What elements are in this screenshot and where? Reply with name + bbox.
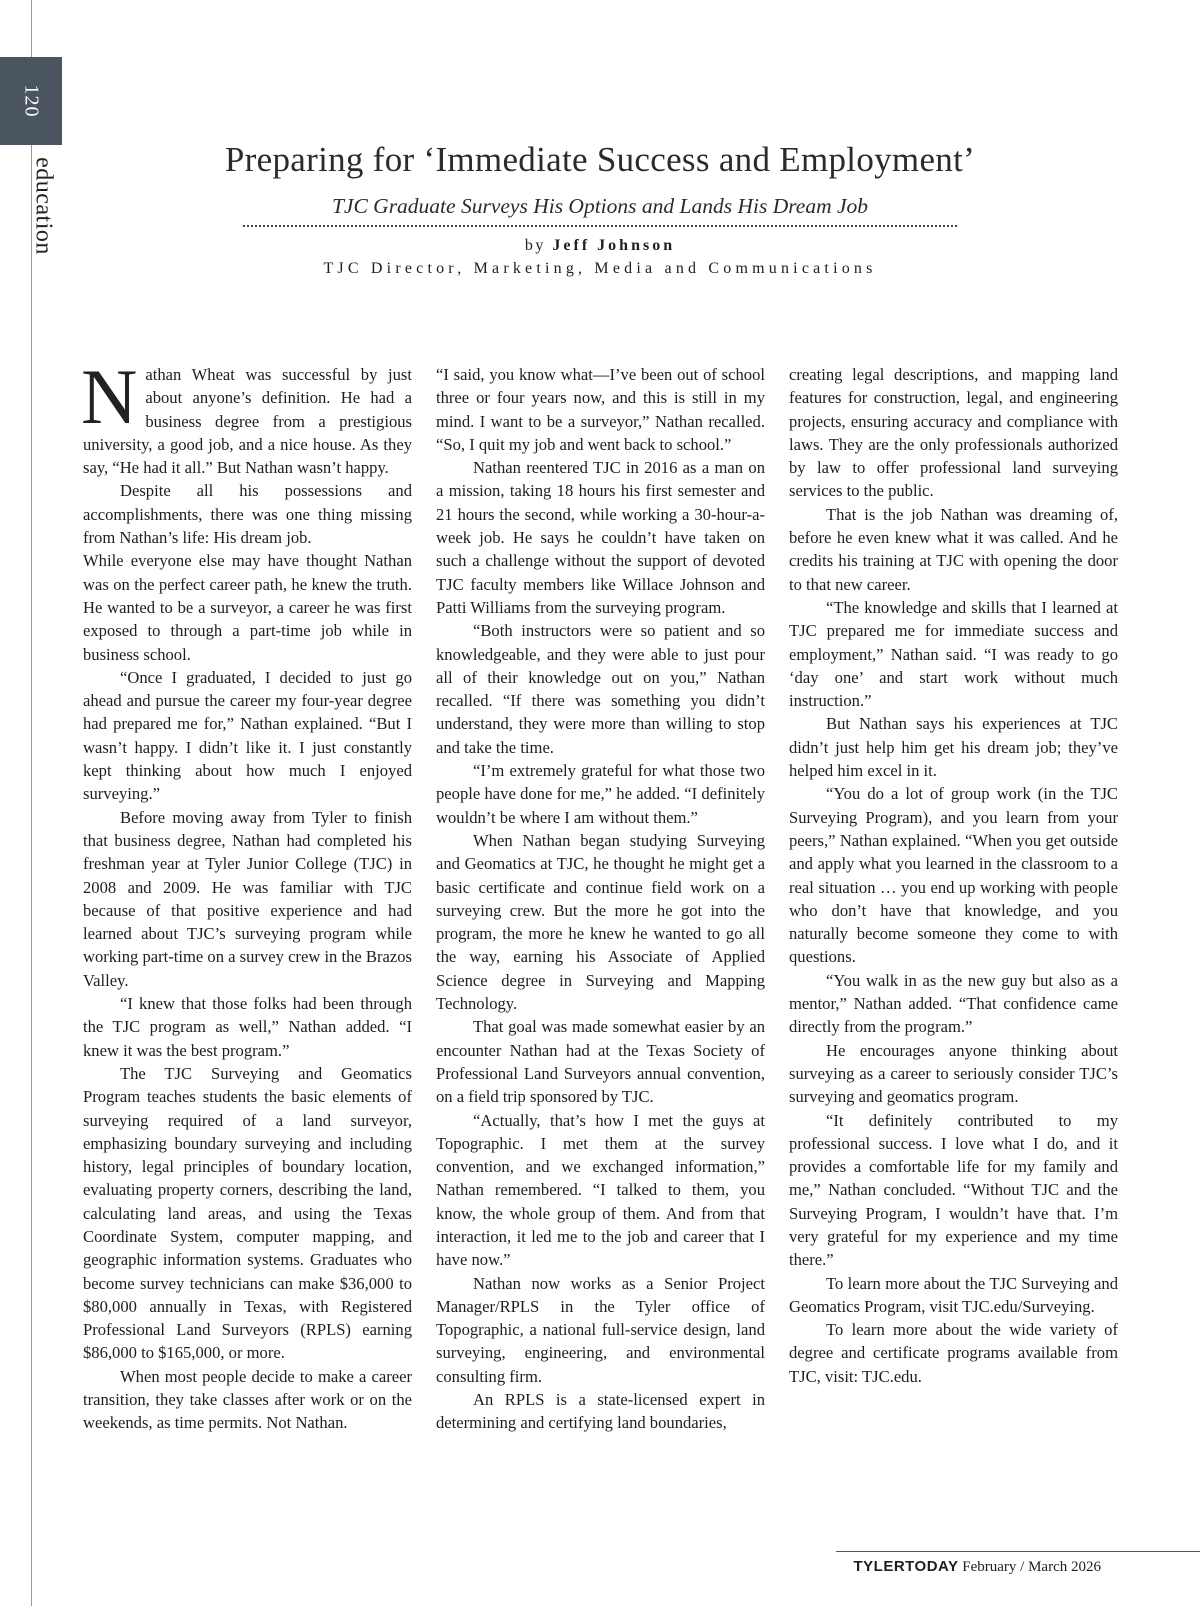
author-name: Jeff Johnson — [552, 237, 676, 254]
paragraph: “You do a lot of group work (in the TJC Surveying Program), and you learn from your peers,” Nathan explained. “When you get outside and apply what you learned in the classroom to a real situation … you end up working with people who don’t have that knowledge, and you naturally become someone they come to with questions. — [789, 784, 1118, 967]
section-label: education — [30, 157, 57, 255]
paragraph: “I’m extremely grateful for what those two people have done for me,” he added. “I definitely wouldn’t be where I am without them.” — [436, 761, 765, 827]
dotted-divider — [243, 225, 957, 227]
page-number: 120 — [20, 84, 43, 118]
paragraph: “It definitely contributed to my professional success. I love what I do, and it provides a comfortable life for my family and me,” Nathan concluded. “Without TJC and the Surveying Program, I wouldn’t have that. I’m very grateful for my experience and my time there.” — [789, 1110, 1118, 1270]
paragraph: “Actually, that’s how I met the guys at Topographic. I met them at the survey convention, and we exchanged information,” Nathan remembered. “I talked to them, you know, the whole group of them. And from that interaction, it led me to the job and career that I have now.” — [436, 1110, 765, 1270]
article-subtitle: TJC Graduate Surveys His Options and Lands His Dream Job — [331, 194, 869, 218]
byline-prefix: by — [524, 237, 546, 254]
author-title: TJC Director, Marketing, Media and Communications — [323, 260, 877, 277]
paragraph: Despite all his possessions and accomplishments, there was one thing missing from Nathan’s life: His dream job. — [83, 481, 412, 548]
article-column-1 — [81, 353, 413, 1435]
footer-rule — [836, 1551, 1200, 1552]
paragraph: When most people decide to make a career transition, they take classes after work or on the weekends, as time permits. Not Nathan. — [83, 1366, 412, 1433]
paragraph: creating legal descriptions, and mapping land features for construction, legal, and engineering projects, ensuring accuracy and compliance with laws. They are the only professionals authorized by law to offer professional land surveying services to the public. — [789, 365, 1118, 501]
article-title: Preparing for ‘Immediate Success and Employment’ — [224, 140, 976, 179]
paragraph: When Nathan began studying Surveying and Geomatics at TJC, he thought he might get a basic certificate and continue field work on a surveying crew. But the more he got into the program, the more he knew he wanted to go all the way, earning his Associate of Applied Science degree in Surveying and Mapping Technology. — [436, 830, 765, 1014]
paragraph: Nathan reentered TJC in 2016 as a man on a mission, taking 18 hours his first semester and 21 hours the second, while working a 30-hour-a-week job. He says he couldn’t have taken on such a challenge without the support of devoted TJC faculty members like Willace Johnson and Patti Williams from the surveying program. — [436, 458, 765, 617]
paragraph: “Once I graduated, I decided to just go ahead and pursue the career my four-year degree had prepared me for,” Nathan explained. “But I wasn’t happy. I didn’t like it. I just constantly kept thinking about how much I enjoyed surveying.” — [83, 667, 412, 804]
paragraph: “Both instructors were so patient and so knowledgeable, and they were able to just pour all of their knowledge out on you,” Nathan recalled. “If there was something you didn’t understand, they were more than willing to stop and take the time. — [436, 621, 765, 757]
paragraph: “The knowledge and skills that I learned at TJC prepared me for immediate success and employment,” Nathan said. “I was ready to go ‘day one’ and start work without much instruction.” — [789, 597, 1118, 711]
footer — [854, 1558, 1102, 1576]
paragraph: Before moving away from Tyler to finish that business degree, Nathan had completed his freshman year at Tyler Junior College (TJC) in 2008 and 2009. He was familiar with TJC because of that positive experience and had learned about TJC’s surveying program while working part-time on a survey crew in the Brazos Valley. — [83, 807, 413, 990]
byline — [90, 237, 1110, 255]
paragraph: He encourages anyone thinking about surveying as a career to seriously consider TJC’s surveying and geomatics program. — [789, 1040, 1118, 1107]
paragraph: “You walk in as the new guy but also as a mentor,” Nathan added. “That confidence came directly from the program.” — [789, 970, 1118, 1037]
footer-brand: TYLERTODAY — [853, 1558, 959, 1575]
article-column-2 — [436, 363, 765, 1435]
paragraph: To learn more about the wide variety of degree and certificate programs available from TJC, visit: TJC.edu. — [789, 1320, 1118, 1386]
paragraph: athan Wheat was successful by just about anyone’s definition. He had a business degree from a prestigious university, a good job, and a nice house. As they say, “He had it all.” But Nathan wasn’t happy. — [83, 365, 412, 478]
article-column-3 — [789, 363, 1118, 1388]
paragraph: Nathan now works as a Senior Project Manager/RPLS in the Tyler office of Topographic, a national full-service design, land surveying, engineering, and environmental consulting firm. — [436, 1273, 765, 1386]
paragraph: But Nathan says his experiences at TJC didn’t just help him get his dream job; they’ve helped him excel in it. — [789, 714, 1118, 781]
paragraph: “I knew that those folks had been through the TJC program as well,” Nathan added. “I knew it was the best program.” — [83, 994, 412, 1060]
paragraph: That is the job Nathan was dreaming of, before he even knew what it was called. And he credits his training at TJC with opening the door to that new career. — [789, 504, 1118, 594]
paragraph: To learn more about the TJC Surveying and Geomatics Program, visit TJC.edu/Surveying. — [789, 1273, 1118, 1316]
paragraph: An RPLS is a state-licensed expert in determining and certifying land boundaries, — [436, 1390, 765, 1433]
paragraph: While everyone else may have thought Nathan was on the perfect career path, he knew the truth. He wanted to be a surveyor, a career he was first exposed to through a part-time job while in business school. — [83, 551, 412, 664]
paragraph: That goal was made somewhat easier by an encounter Nathan had at the Texas Society of Professional Land Surveyors annual convention, on a field trip sponsored by TJC. — [436, 1017, 765, 1107]
paragraph: “I said, you know what—I’ve been out of school three or four years now, and this is still in my mind. I want to be a surveyor,” Nathan recalled. “So, I quit my job and went back to school.” — [436, 365, 765, 454]
footer-issue: February / March 2026 — [962, 1559, 1101, 1575]
drop-cap: N — [81, 353, 138, 440]
paragraph: The TJC Surveying and Geomatics Program teaches students the basic elements of surveying required of a land surveyor, emphasizing boundary surveying and including history, legal principles of boundary location, evaluating property corners, describing the land, calculating land areas, and using the Texas Coordinate System, computer mapping, and geographic information systems. Graduates who become survey technicians can make $36,000 to $80,000 annually in Texas, with Registered Professional Land Surveyors (RPLS) earning $86,000 to $165,000, or more. — [83, 1063, 412, 1363]
